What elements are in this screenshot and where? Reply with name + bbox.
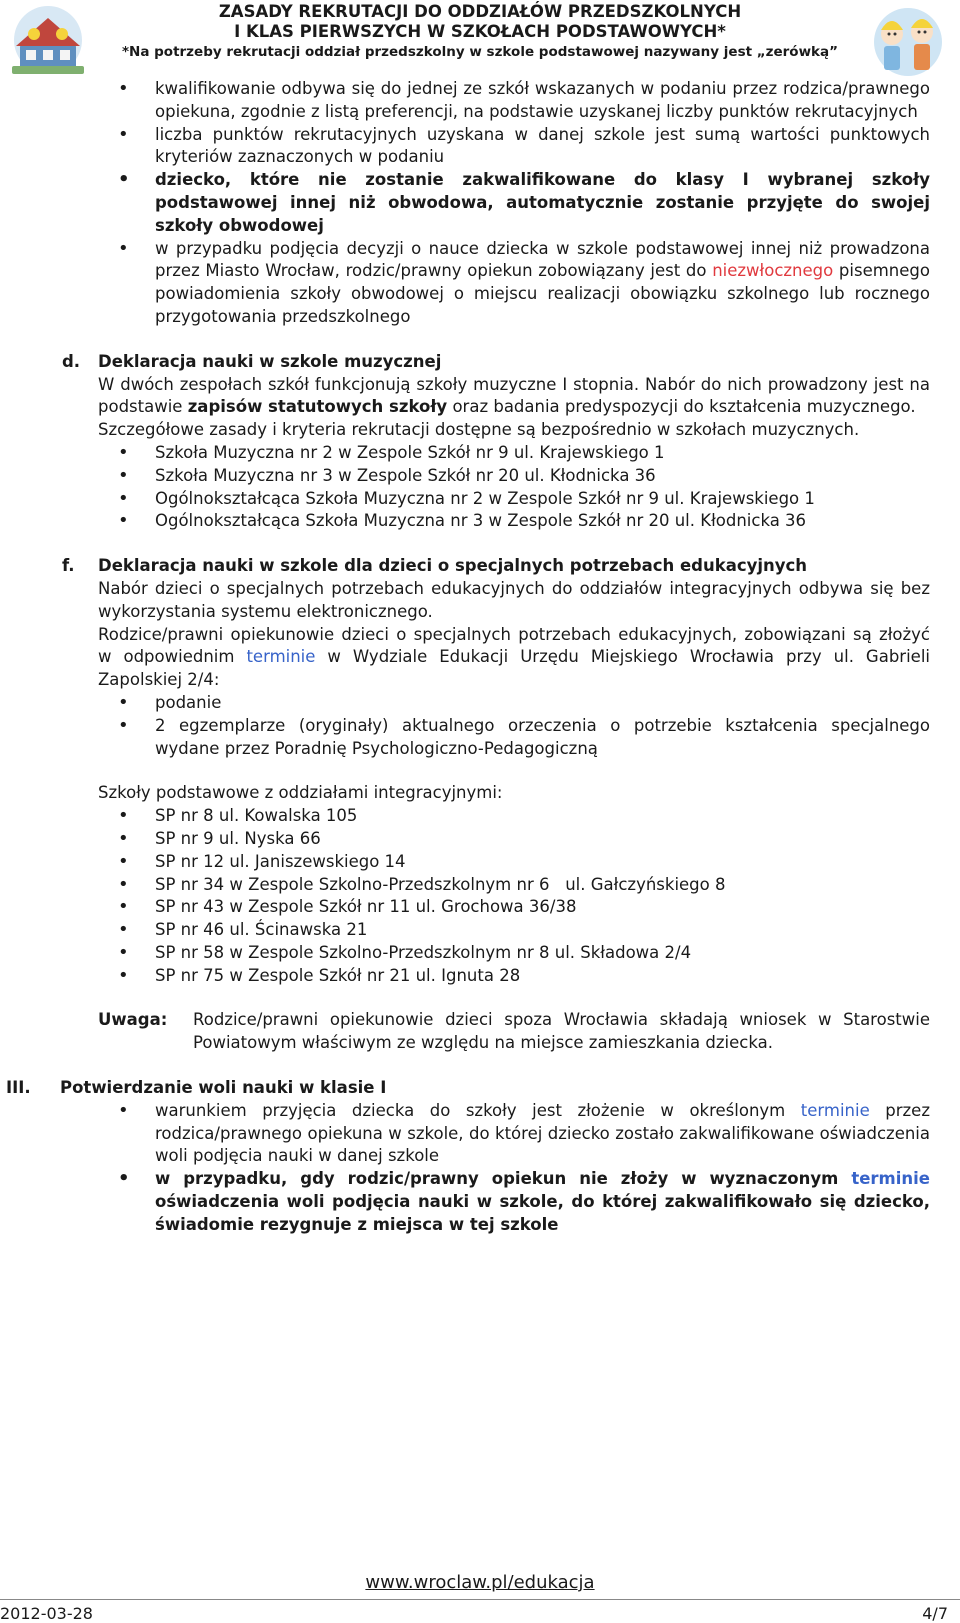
school-logo-right <box>866 4 950 84</box>
footer-date: 2012-03-28 <box>0 1604 93 1623</box>
paragraph-text: Rodzice/prawni opiekunowie dzieci o specjalnych potrzebach edukacyjnych, zobowiązani są złożyć w odpowiednim <box>98 624 930 667</box>
list-item-text: warunkiem przyjęcia dziecka do szkoły jest złożenie w określonym <box>155 1100 801 1120</box>
section-f-heading <box>0 555 960 578</box>
list-item <box>0 238 960 329</box>
terminie-link[interactable]: terminie <box>851 1169 930 1189</box>
list-item: • SP nr 58 w Zespole Szkolno-Przedszkolnym nr 8 ul. Składowa 2/4 <box>0 942 960 965</box>
header-note: *Na potrzeby rekrutacji oddział przedszkolny w szkole podstawowej nazywany jest „zerówką” <box>121 44 839 60</box>
emphasized-text: zapisów statutowych szkoły <box>187 397 448 417</box>
list-item-text: w przypadku podjęcia decyzji o nauce dziecka w szkole podstawowej innej niż prowadzona przez Miasto Wrocław, rodzic/prawny opiekun zobowiązany jest do <box>155 238 930 281</box>
list-item: • Szkoła Muzyczna nr 3 w Zespole Szkół nr 20 ul. Kłodnicka 36 <box>0 465 960 488</box>
section-f-paragraph-1: Nabór dzieci o specjalnych potrzebach edukacyjnych do oddziałów integracyjnych odbywa się bez wykorzystania systemu elektronicznego. <box>98 578 930 621</box>
list-item: • Szkoła Muzyczna nr 2 w Zespole Szkół nr 9 ul. Krajewskiego 1 <box>0 442 960 465</box>
page-footer <box>0 1572 960 1622</box>
note-block <box>0 1009 960 1055</box>
list-item: • Ogólnokształcąca Szkoła Muzyczna nr 3 w Zespole Szkół nr 20 ul. Kłodnicka 36 <box>0 510 960 533</box>
highlighted-word: niezwłocznego <box>712 261 834 281</box>
footer-website-link[interactable]: www.wroclaw.pl/edukacja <box>365 1572 595 1593</box>
section-f-letter: f. <box>62 556 75 576</box>
section-d-heading <box>0 351 960 374</box>
section-f-paragraph-2 <box>0 624 960 692</box>
list-item: • 2 egzemplarze (oryginały) aktualnego orzeczenia o potrzebie kształcenia specjalnego wydane przez Poradnię Psychologiczno-Pedagogiczną <box>0 715 960 761</box>
section-d-paragraph-1 <box>0 374 960 420</box>
list-item: • podanie <box>0 692 960 715</box>
terminie-link[interactable]: terminie <box>246 647 316 667</box>
integration-schools-intro: Szkoły podstawowe z oddziałami integracyjnymi: <box>98 783 503 803</box>
note-label: Uwaga: <box>98 1010 168 1030</box>
paragraph-text: oraz badania predyspozycji do kształcenia muzycznego. <box>447 397 916 417</box>
list-item: • SP nr 43 w Zespole Szkół nr 11 ul. Grochowa 36/38 <box>0 896 960 919</box>
list-item <box>0 1100 960 1168</box>
page-number: 4/7 <box>922 1604 948 1623</box>
list-item: • SP nr 9 ul. Nyska 66 <box>0 828 960 851</box>
paragraph-text: W dwóch zespołach szkół funkcjonują szkoły muzyczne I stopnia. Nabór do nich prowadzony jest na podstawie <box>98 374 930 417</box>
section-iii-heading <box>0 1077 960 1100</box>
list-item: • SP nr 34 w Zespole Szkolno-Przedszkolnym nr 6 ul. Gałczyńskiego 8 <box>0 874 960 897</box>
page-header <box>0 0 960 80</box>
list-item-text: przez rodzica/prawnego opiekuna w szkole, do której dziecko zostało zakwalifikowane oświadczenia woli podjęcia nauki w danej szkole <box>155 1100 930 1166</box>
list-item: • liczba punktów rekrutacyjnych uzyskana w danej szkole jest sumą wartości punktowych kryteriów zaznaczonych w podaniu <box>0 124 960 170</box>
list-item: • kwalifikowanie odbywa się do jednej ze szkół wskazanych w podaniu przez rodzica/prawnego opiekuna, zgodnie z listą preferencji, na podstawie uzyskanej liczby punktów rekrutacyjnych <box>0 78 960 124</box>
section-d-paragraph-2: Szczegółowe zasady i kryteria rekrutacji dostępne są bezpośrednio w szkołach muzycznych. <box>98 420 860 440</box>
list-item: • SP nr 46 ul. Ścinawska 21 <box>0 919 960 942</box>
section-iii-number: III. <box>6 1078 31 1098</box>
terminie-link[interactable]: terminie <box>800 1100 870 1120</box>
section-f-title: Deklaracja nauki w szkole dla dzieci o specjalnych potrzebach edukacyjnych <box>98 556 808 576</box>
list-item-text: pisemnego powiadomienia szkoły obwodowej o miejscu realizacji obowiązku szkolnego lub rocznego przygotowania przedszkolnego <box>155 261 930 326</box>
list-item: • SP nr 12 ul. Janiszewskiego 14 <box>0 851 960 874</box>
list-item: • SP nr 75 w Zespole Szkół nr 21 ul. Ignuta 28 <box>0 965 960 988</box>
confirmation-rules-list <box>0 1100 960 1237</box>
required-documents-list <box>0 692 960 760</box>
note-text: Rodzice/prawni opiekunowie dzieci spoza Wrocławia składają wniosek w Starostwie Powiatowym właściwym ze względu na miejsce zamieszkania dziecka. <box>193 1010 930 1053</box>
integration-schools-list <box>0 805 960 987</box>
list-item: • SP nr 8 ul. Kowalska 105 <box>0 805 960 828</box>
list-item-text: oświadczenia woli podjęcia nauki w szkole, do której zakwalifikowało się dziecko, świadomie rezygnuje z miejsca w tej szkole <box>155 1192 930 1234</box>
list-item <box>0 1168 960 1236</box>
list-item-text: w przypadku, gdy rodzic/prawny opiekun nie złoży w wyznaczonym <box>155 1169 852 1189</box>
list-item: • Ogólnokształcąca Szkoła Muzyczna nr 2 w Zespole Szkół nr 9 ul. Krajewskiego 1 <box>0 488 960 511</box>
paragraph-text: w Wydziale Edukacji Urzędu Miejskiego Wrocławia przy ul. Gabrieli Zapolskiej 2/4: <box>98 647 930 690</box>
section-iii-title: Potwierdzanie woli nauki w klasie I <box>60 1078 387 1098</box>
footer-divider <box>0 1599 960 1600</box>
list-item: • dziecko, które nie zostanie zakwalifikowane do klasy I wybranej szkoły podstawowej innej niż obwodowa, automatycznie zostanie przyjęte do swojej szkoły obwodowej <box>0 169 960 237</box>
page-content <box>0 78 960 1237</box>
section-d-title: Deklaracja nauki w szkole muzycznej <box>98 351 442 371</box>
school-logo-left <box>6 4 90 84</box>
header-title-line2: I KLAS PIERWSZYCH W SZKOŁACH PODSTAWOWYCH* <box>234 22 726 41</box>
section-d-letter: d. <box>62 351 81 371</box>
qualification-rules-list <box>0 78 960 329</box>
header-title-line1: ZASADY REKRUTACJI DO ODDZIAŁÓW PRZEDSZKOLNYCH <box>218 2 742 21</box>
music-schools-list <box>0 442 960 533</box>
